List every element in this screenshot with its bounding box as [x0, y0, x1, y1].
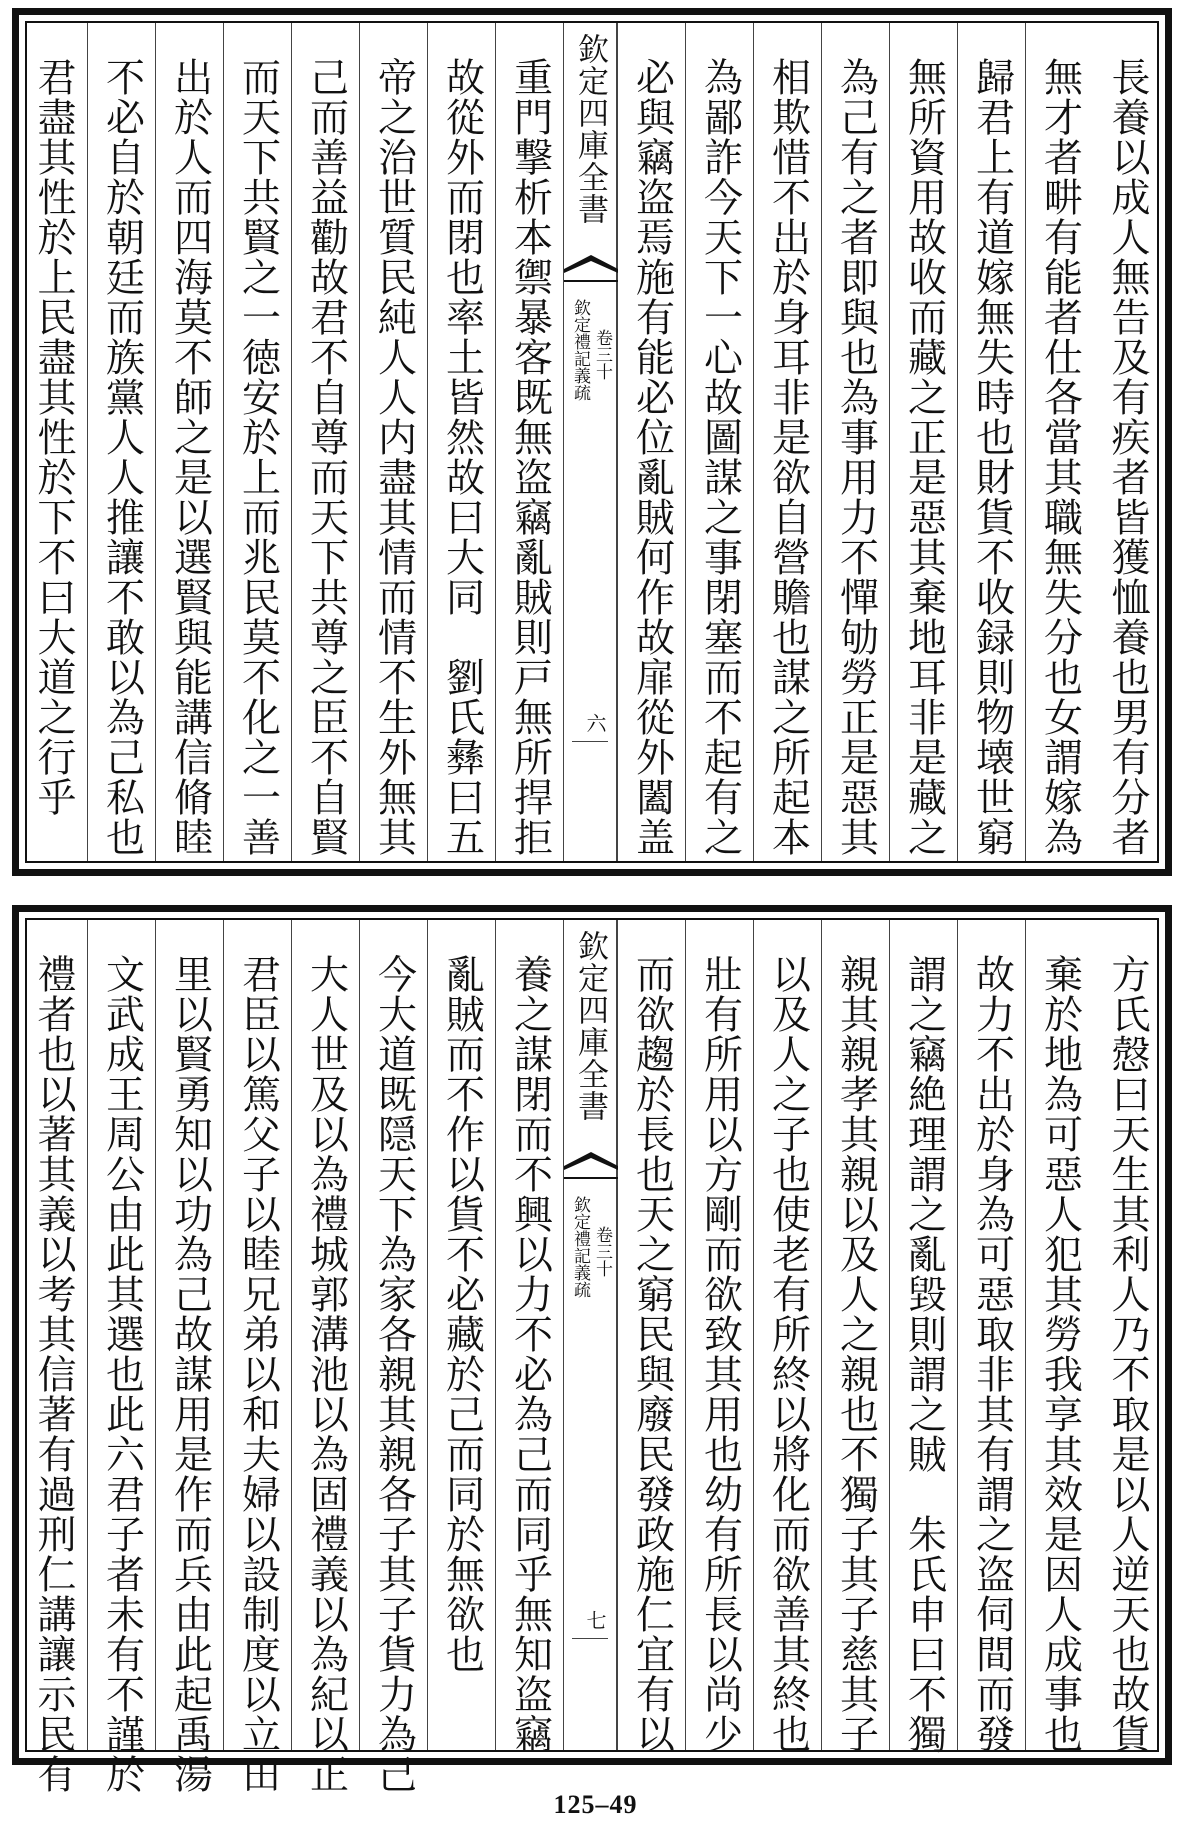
column-text: 亂賊而不作以貨不必藏於己而同於無欲也: [439, 954, 485, 1674]
column-text: 而欲趨於長也天之窮民與廢民發政施仁宜有以: [629, 954, 675, 1754]
column-text: 必與竊盗焉施有能必位亂賊何作故扉從外闔盖: [629, 57, 675, 857]
column-text: 無所資用故收而藏之正是惡其棄地耳非是藏之: [901, 57, 947, 857]
column-text: 為己有之者即與也為事用力不憚劬勞正是惡其: [833, 57, 879, 857]
text-column: [223, 23, 291, 861]
spine-title: 欽定四庫全書: [572, 930, 608, 1122]
text-column: [359, 920, 427, 1794]
text-column: [291, 920, 359, 1794]
text-column: [617, 920, 685, 1754]
text-column: [87, 920, 155, 1794]
column-text: 帝之治世質民純人人内盡其情而情不生外無其: [371, 57, 417, 857]
text-column: [889, 920, 957, 1754]
column-text: 親其親孝其親以及人之親也不獨子其子慈其子: [833, 954, 879, 1754]
column-text: 里以賢勇知以功為己故謀用是作而兵由此起禹湯: [167, 954, 213, 1794]
text-column: [1093, 23, 1161, 861]
spine-rule: [572, 741, 608, 742]
text-column: [19, 920, 87, 1794]
text-column: [359, 23, 427, 861]
text-column: [495, 23, 563, 861]
text-column: [821, 23, 889, 861]
text-column: [19, 23, 87, 861]
text-column: [685, 920, 753, 1754]
text-column: [495, 920, 563, 1754]
spine-book-title: 欽定禮記義疏: [570, 1196, 590, 1298]
spine-title: 欽定四庫全書: [572, 33, 608, 225]
column-text: 文武成王周公由此其選也此六君子者未有不謹於: [99, 954, 145, 1794]
text-column: [821, 920, 889, 1754]
text-column: [1093, 920, 1161, 1754]
text-column: [223, 920, 291, 1794]
spine-rule: [572, 1638, 608, 1639]
column-text: 故力不出於身為可惡取非其有謂之盗伺間而發: [969, 954, 1015, 1754]
text-column: [1025, 920, 1093, 1754]
column-text: 歸君上有道嫁無失時也財貨不收録則物壊世窮: [969, 57, 1015, 857]
text-column: [427, 920, 495, 1750]
text-column: [957, 920, 1025, 1754]
column-text: 出於人而四海莫不師之是以選賢與能講信脩睦: [167, 57, 213, 857]
column-text: 壯有所用以方剛而欲致其用也幼有所長以尚少: [697, 954, 743, 1754]
column-text: 故從外而閉也率土皆然故曰大同 劉氏彝曰五: [439, 57, 485, 857]
text-column: [753, 920, 821, 1754]
text-column: [617, 23, 685, 861]
text-column: [1025, 23, 1093, 861]
page-half-top: [12, 8, 1172, 876]
column-text: 而天下共賢之一徳安於上而兆民莫不化之一善: [235, 57, 281, 857]
spine-subtitle: [569, 1196, 590, 1298]
inner-frame: [25, 21, 1159, 863]
column-text: 棄於地為可惡人犯其勞我享其效是因人成事也: [1037, 954, 1083, 1754]
inner-frame: [25, 918, 1159, 1794]
text-column: [685, 23, 753, 861]
column-text: 長養以成人無告及有疾者皆獲恤養也男有分者: [1105, 57, 1150, 857]
fish-tail-ornament: [564, 255, 618, 287]
text-column: [427, 23, 495, 861]
column-text: 重門撃析本禦暴客既無盗竊亂賊則戸無所捍拒: [507, 57, 553, 857]
column-text: 謂之竊絶理謂之亂毀則謂之賊 朱氏申曰不獨: [901, 954, 947, 1754]
column-text: 己而善益勸故君不自尊而天下共尊之臣不自賢: [303, 57, 349, 857]
page-half-bottom: [12, 905, 1172, 1794]
column-text: 無才者畊有能者仕各當其職無失分也女謂嫁為: [1037, 57, 1083, 857]
spine-subtitle: [569, 299, 590, 401]
column-text: 為鄙詐今天下一心故圖謀之事閉塞而不起有之: [697, 57, 743, 857]
column-text: 君臣以篤父子以睦兄弟以和夫婦以設制度以立田: [235, 954, 281, 1794]
center-spine: [563, 23, 617, 861]
text-column: [155, 23, 223, 861]
text-column: [291, 23, 359, 861]
column-text: 大人世及以為禮城郭溝池以為固禮義以為紀以正: [303, 954, 349, 1794]
column-text: 方氏慤曰天生其利人乃不取是以人逆天也故貨: [1105, 954, 1150, 1754]
text-column: [155, 920, 223, 1794]
text-column: [889, 23, 957, 861]
column-text: 以及人之子也使老有所終以將化而欲善其終也: [765, 954, 811, 1754]
fish-tail-ornament: [564, 1152, 618, 1184]
spine-chapter: 卷三十: [592, 1226, 612, 1277]
column-text: 君盡其性於上民盡其性於下不曰大道之行乎: [31, 57, 76, 817]
spine-book-title: 欽定禮記義疏: [570, 299, 590, 401]
text-column: [87, 23, 155, 861]
column-text: 養之謀閉而不興以力不必為己而同乎無知盗竊: [507, 954, 553, 1754]
center-spine: [563, 920, 617, 1750]
spine-chapter: 卷三十: [592, 329, 612, 380]
text-column: [753, 23, 821, 861]
leaf-number: 六: [583, 713, 607, 733]
column-text: 相欺惜不出於身耳非是欲自營贍也謀之所起本: [765, 57, 811, 857]
text-column: [957, 23, 1025, 861]
page-number: 125–49: [553, 1790, 638, 1819]
column-text: 不必自於朝廷而族黨人人推讓不敢以為己私也: [99, 57, 145, 857]
column-text: 禮者也以著其義以考其信著有過刑仁講讓示民有: [31, 954, 76, 1794]
leaf-number: 七: [583, 1610, 607, 1630]
column-text: 今大道既隠天下為家各親其親各子其子貨力為己: [371, 954, 417, 1794]
